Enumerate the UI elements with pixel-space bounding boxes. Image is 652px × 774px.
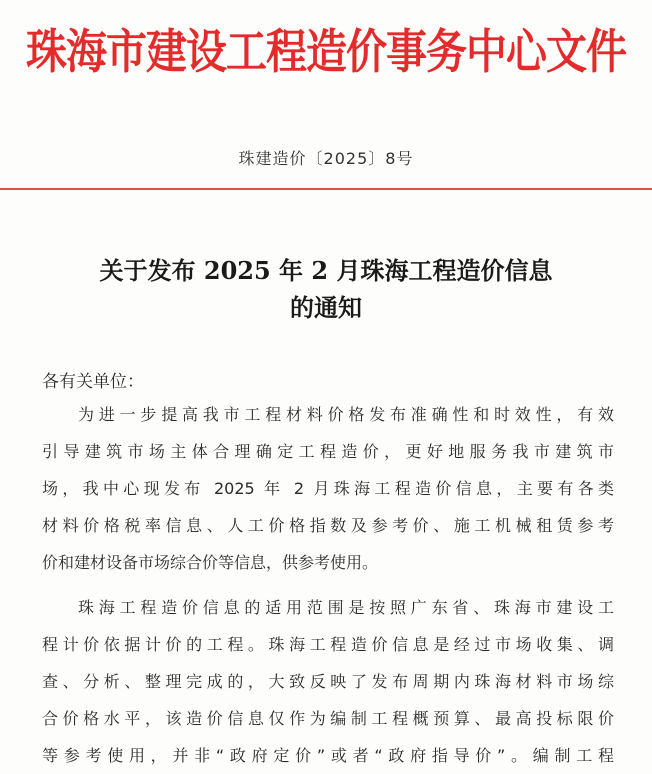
paragraph-1-line-5: 价和建材设备市场综合价等信息，供参考使用。 (42, 553, 379, 572)
paragraph-2-line-1: 珠海工程造价信息的适用范围是按照广东省、珠海市建设工 (78, 598, 614, 617)
paragraph-1-line-4: 材料价格税率信息、人工价格指数及参考价、施工机械租赁参考 (42, 516, 614, 535)
document-number: 珠建造价〔2025〕8号 (238, 149, 414, 168)
paragraph-1-line-1: 为进一步提高我市工程材料价格发布准确性和时效性，有效 (78, 405, 614, 424)
notice-title-line-2: 的通知 (290, 293, 362, 322)
paragraph-2-line-2: 程计价依据计价的工程。珠海工程造价信息是经过市场收集、调 (42, 635, 614, 654)
paragraph-1-line-3: 场，我中心现发布 2025 年 2 月珠海工程造价信息，主要有各类 (42, 479, 614, 498)
salutation: 各有关单位： (42, 372, 144, 392)
paragraph-1-line-2: 引导建筑市场主体合理确定工程造价，更好地服务我市建筑市 (42, 442, 614, 461)
red-divider-line (0, 188, 652, 190)
paragraph-2-line-4: 合价格水平，该造价信息仅作为编制工程概预算、最高投标限价 (42, 709, 614, 728)
paragraph-2-line-5: 等参考使用，并非“政府定价”或者“政府指导价”。编制工程 (42, 746, 614, 765)
paragraph-2-line-3: 查、分析、整理完成的，大致反映了发布周期内珠海材料市场综 (42, 672, 614, 691)
notice-title-line-1: 关于发布 2025 年 2 月珠海工程造价信息 (99, 256, 553, 285)
document-header-title: 珠海市建设工程造价事务中心文件 (26, 24, 626, 80)
